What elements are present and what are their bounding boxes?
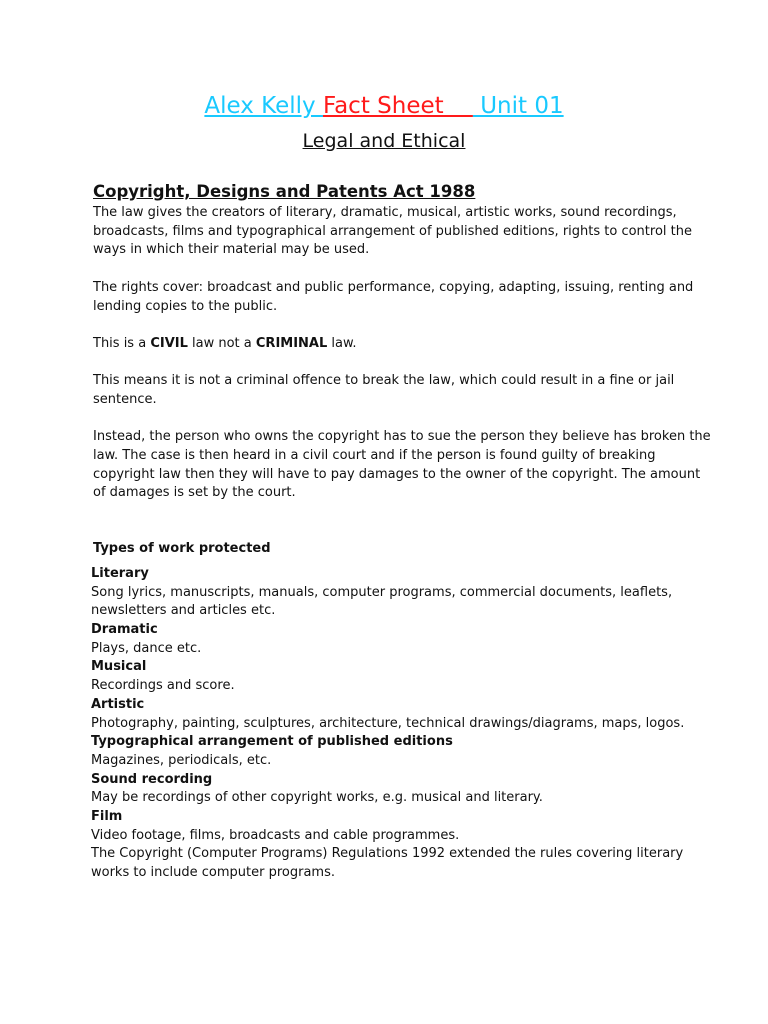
regulations-note: The Copyright (Computer Programs) Regulations 1992 extended the rules covering literary works to include computer programs.: [91, 846, 684, 881]
work-type-description: Magazines, periodicals, etc.: [91, 752, 272, 768]
document-body: [93, 180, 713, 883]
paragraph-creators: The law gives the creators of literary, dramatic, musical, artistic works, sound recordings, broadcasts, films and typographical arrangement of published editions, rights to control the ways in which their material may be used.: [93, 205, 692, 258]
work-type-description: Video footage, films, broadcasts and cable programmes.: [91, 827, 460, 843]
criminal-word: CRIMINAL: [255, 335, 328, 351]
document-title: [0, 88, 768, 124]
civil-pre-text: This is a: [93, 335, 151, 351]
unit-label: Unit 01: [472, 93, 564, 119]
work-type-description: Plays, dance etc.: [91, 640, 202, 656]
civil-mid-text: law not a: [187, 335, 256, 351]
section-heading: Copyright, Designs and Patents Act 1988: [93, 182, 476, 201]
work-type-title: Literary: [91, 565, 149, 581]
work-type-title: Musical: [91, 659, 147, 675]
work-type-title: Film: [91, 809, 123, 825]
work-type-description: May be recordings of other copyright works, e.g. musical and literary.: [91, 790, 543, 806]
paragraph-sue: Instead, the person who owns the copyright has to sue the person they believe has broken the law. The case is then heard in a civil court and if the person is found guilty of breaking copyright law then they will have to pay damages to the owner of the copyright. The amount of damages is set by the court.: [93, 429, 711, 501]
document-subtitle: Legal and Ethical: [302, 130, 466, 152]
civil-post-text: law.: [327, 335, 357, 351]
fact-sheet-label: Fact Sheet: [322, 93, 473, 119]
work-types-list: [91, 565, 713, 883]
work-type-title: Sound recording: [91, 771, 213, 787]
paragraph-rights: The rights cover: broadcast and public performance, copying, adapting, issuing, renting and lending copies to the public.: [93, 279, 694, 314]
paragraph-civil-law: [93, 335, 713, 354]
work-type-description: Photography, painting, sculptures, architecture, technical drawings/diagrams, maps, logos.: [91, 715, 685, 731]
paragraph-offence: This means it is not a criminal offence to break the law, which could result in a fine or jail sentence.: [93, 373, 675, 407]
work-type-title: Typographical arrangement of published editions: [91, 734, 453, 750]
work-type-title: Dramatic: [91, 622, 158, 637]
work-type-description: Song lyrics, manuscripts, manuals, computer programs, commercial documents, leaflets, newsletters and articles etc.: [91, 584, 673, 619]
types-heading: Types of work protected: [93, 541, 271, 557]
author-name: Alex Kelly: [204, 93, 323, 119]
work-type-description: Recordings and score.: [91, 678, 235, 694]
work-type-title: Artistic: [91, 696, 145, 712]
civil-word: CIVIL: [150, 335, 188, 351]
